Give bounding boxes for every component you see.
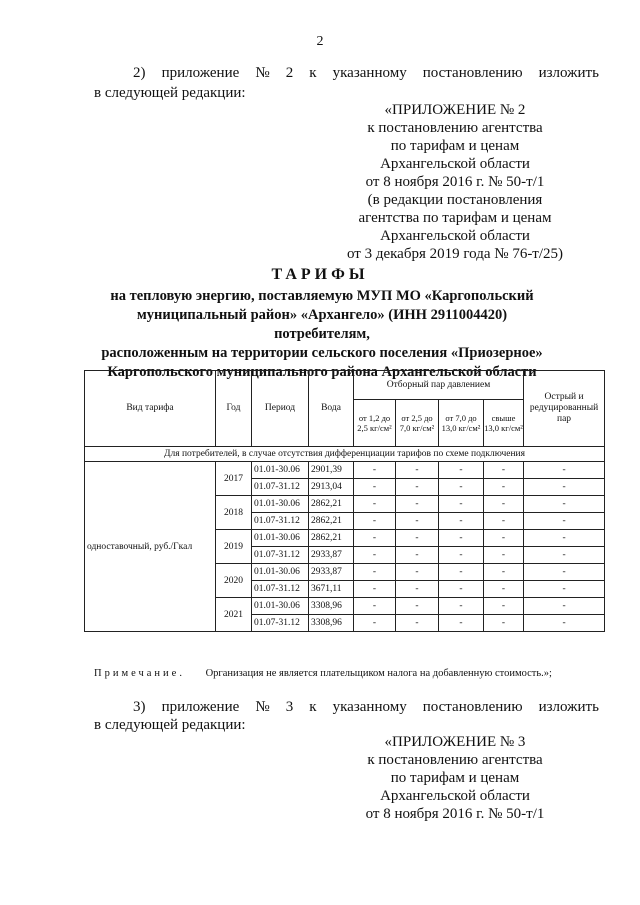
consumer-span-row: Для потребителей, в случае отсутствия дифференциации тарифов по схеме подключения xyxy=(85,447,605,462)
empty-tariff-cell: - xyxy=(524,547,605,564)
water-tariff-cell: 3671,11 xyxy=(309,581,354,598)
header-water: Вода xyxy=(309,371,354,447)
document-subtitle xyxy=(92,287,552,382)
header-steam-group: Отборный пар давлением xyxy=(354,371,524,400)
header-sharp-steam: Острый и редуцированный пар xyxy=(524,371,605,447)
page-number: 2 xyxy=(316,34,324,49)
item3-line2: в следующей редакции: xyxy=(94,717,246,733)
document-title: ТАРИФЫ xyxy=(271,266,369,283)
water-tariff-cell: 3308,96 xyxy=(309,598,354,615)
appendix3-line: к постановлению агентства xyxy=(367,752,543,768)
water-tariff-cell: 2901,39 xyxy=(309,462,354,479)
item2-word: 2 xyxy=(285,65,294,81)
period-cell: 01.01-30.06 xyxy=(252,598,309,615)
empty-tariff-cell: - xyxy=(484,462,524,479)
empty-tariff-cell: - xyxy=(439,598,484,615)
water-tariff-cell: 2933,87 xyxy=(309,564,354,581)
appendix3-line: по тарифам и ценам xyxy=(390,770,520,786)
water-tariff-cell: 2862,21 xyxy=(309,496,354,513)
appendix2-line: по тарифам и ценам xyxy=(390,138,520,154)
item2-word: постановлению xyxy=(422,65,523,81)
item3-word: постановлению xyxy=(422,699,523,715)
appendix3-line: «ПРИЛОЖЕНИЕ № 3 xyxy=(384,734,526,750)
header-kind: Вид тарифа xyxy=(85,371,216,447)
year-cell: 2018 xyxy=(216,496,252,530)
appendix3-header xyxy=(340,733,570,823)
item2-line2: в следующей редакции: xyxy=(94,85,246,101)
empty-tariff-cell: - xyxy=(396,479,439,496)
empty-tariff-cell: - xyxy=(439,462,484,479)
tariffs-table xyxy=(84,370,605,632)
appendix3-line: Архангельской области xyxy=(380,788,530,804)
item3-word: 3) xyxy=(133,699,146,715)
empty-tariff-cell: - xyxy=(484,513,524,530)
empty-tariff-cell: - xyxy=(484,496,524,513)
empty-tariff-cell: - xyxy=(396,598,439,615)
empty-tariff-cell: - xyxy=(354,513,396,530)
water-tariff-cell: 2933,87 xyxy=(309,547,354,564)
empty-tariff-cell: - xyxy=(439,513,484,530)
period-cell: 01.01-30.06 xyxy=(252,462,309,479)
empty-tariff-cell: - xyxy=(439,581,484,598)
empty-tariff-cell: - xyxy=(396,530,439,547)
empty-tariff-cell: - xyxy=(524,479,605,496)
empty-tariff-cell: - xyxy=(524,598,605,615)
appendix2-line: от 8 ноября 2016 г. № 50-т/1 xyxy=(365,174,545,190)
appendix2-line: к постановлению агентства xyxy=(367,120,543,136)
empty-tariff-cell: - xyxy=(396,615,439,632)
empty-tariff-cell: - xyxy=(354,462,396,479)
empty-tariff-cell: - xyxy=(484,615,524,632)
item3-word: изложить xyxy=(538,699,599,715)
empty-tariff-cell: - xyxy=(524,530,605,547)
empty-tariff-cell: - xyxy=(524,496,605,513)
year-cell: 2019 xyxy=(216,530,252,564)
item3-line1 xyxy=(133,698,599,717)
empty-tariff-cell: - xyxy=(484,479,524,496)
empty-tariff-cell: - xyxy=(439,530,484,547)
empty-tariff-cell: - xyxy=(354,598,396,615)
period-cell: 01.01-30.06 xyxy=(252,496,309,513)
empty-tariff-cell: - xyxy=(439,564,484,581)
water-tariff-cell: 3308,96 xyxy=(309,615,354,632)
item3-word: № xyxy=(255,699,270,715)
note-text: Организация не является плательщиком налога на добавленную стоимость.»; xyxy=(205,668,552,679)
empty-tariff-cell: - xyxy=(396,547,439,564)
year-cell: 2021 xyxy=(216,598,252,632)
header-steam-col: от 1,2 до 2,5 кг/см² xyxy=(354,400,396,447)
item2-line1 xyxy=(133,64,599,83)
item2-word: указанному xyxy=(332,65,407,81)
item2-word: № xyxy=(255,65,270,81)
empty-tariff-cell: - xyxy=(439,496,484,513)
item2-word: 2) xyxy=(133,65,146,81)
empty-tariff-cell: - xyxy=(396,513,439,530)
empty-tariff-cell: - xyxy=(484,598,524,615)
period-cell: 01.01-30.06 xyxy=(252,564,309,581)
period-cell: 01.07-31.12 xyxy=(252,581,309,598)
empty-tariff-cell: - xyxy=(396,496,439,513)
empty-tariff-cell: - xyxy=(439,479,484,496)
item3-word: к xyxy=(309,699,317,715)
subtitle-line: расположенным на территории сельского поселения «Приозерное» xyxy=(101,345,543,361)
period-cell: 01.07-31.12 xyxy=(252,513,309,530)
item2-word: к xyxy=(309,65,317,81)
table-row xyxy=(85,462,605,479)
period-cell: 01.07-31.12 xyxy=(252,615,309,632)
appendix2-line: Архангельской области xyxy=(380,156,530,172)
appendix2-line: от 3 декабря 2019 года № 76-т/25) xyxy=(346,246,564,262)
period-cell: 01.01-30.06 xyxy=(252,530,309,547)
subtitle-line: муниципальный район» «Архангело» (ИНН 2911004420) потребителям, xyxy=(136,307,508,342)
empty-tariff-cell: - xyxy=(484,564,524,581)
empty-tariff-cell: - xyxy=(439,615,484,632)
empty-tariff-cell: - xyxy=(354,564,396,581)
header-steam-col: от 2,5 до 7,0 кг/см² xyxy=(396,400,439,447)
empty-tariff-cell: - xyxy=(354,479,396,496)
empty-tariff-cell: - xyxy=(354,581,396,598)
note xyxy=(94,668,552,679)
appendix2-line: Архангельской области xyxy=(380,228,530,244)
tariff-kind-cell: одноставочный, руб./Гкал xyxy=(85,462,216,632)
empty-tariff-cell: - xyxy=(524,581,605,598)
item3-word: приложение xyxy=(161,699,240,715)
water-tariff-cell: 2862,21 xyxy=(309,513,354,530)
empty-tariff-cell: - xyxy=(484,547,524,564)
header-steam-col: свыше 13,0 кг/см² xyxy=(484,400,524,447)
item2-word: изложить xyxy=(538,65,599,81)
water-tariff-cell: 2913,04 xyxy=(309,479,354,496)
empty-tariff-cell: - xyxy=(354,530,396,547)
item3-word: 3 xyxy=(285,699,294,715)
year-cell: 2020 xyxy=(216,564,252,598)
empty-tariff-cell: - xyxy=(354,547,396,564)
empty-tariff-cell: - xyxy=(484,581,524,598)
header-period: Период xyxy=(252,371,309,447)
header-steam-col: от 7,0 до 13,0 кг/см² xyxy=(439,400,484,447)
empty-tariff-cell: - xyxy=(484,530,524,547)
empty-tariff-cell: - xyxy=(354,615,396,632)
empty-tariff-cell: - xyxy=(354,496,396,513)
period-cell: 01.07-31.12 xyxy=(252,479,309,496)
item2-word: приложение xyxy=(161,65,240,81)
note-label: Примечание. xyxy=(94,668,185,679)
item3-word: указанному xyxy=(332,699,407,715)
appendix2-line: агентства по тарифам и ценам xyxy=(358,210,552,226)
table-body xyxy=(85,462,605,632)
subtitle-line: на тепловую энергию, поставляемую МУП МО «Каргопольский xyxy=(110,288,534,304)
period-cell: 01.07-31.12 xyxy=(252,547,309,564)
water-tariff-cell: 2862,21 xyxy=(309,530,354,547)
year-cell: 2017 xyxy=(216,462,252,496)
header-year: Год xyxy=(216,371,252,447)
empty-tariff-cell: - xyxy=(396,462,439,479)
appendix3-line: от 8 ноября 2016 г. № 50-т/1 xyxy=(365,806,545,822)
empty-tariff-cell: - xyxy=(396,581,439,598)
appendix2-line: (в редакции постановления xyxy=(367,192,543,208)
empty-tariff-cell: - xyxy=(524,462,605,479)
empty-tariff-cell: - xyxy=(396,564,439,581)
appendix2-header xyxy=(340,101,570,263)
appendix2-line: «ПРИЛОЖЕНИЕ № 2 xyxy=(384,102,526,118)
empty-tariff-cell: - xyxy=(524,615,605,632)
empty-tariff-cell: - xyxy=(524,564,605,581)
subtitle-line: Каргопольского муниципального района Архангельской области xyxy=(107,364,537,380)
empty-tariff-cell: - xyxy=(439,547,484,564)
empty-tariff-cell: - xyxy=(524,513,605,530)
